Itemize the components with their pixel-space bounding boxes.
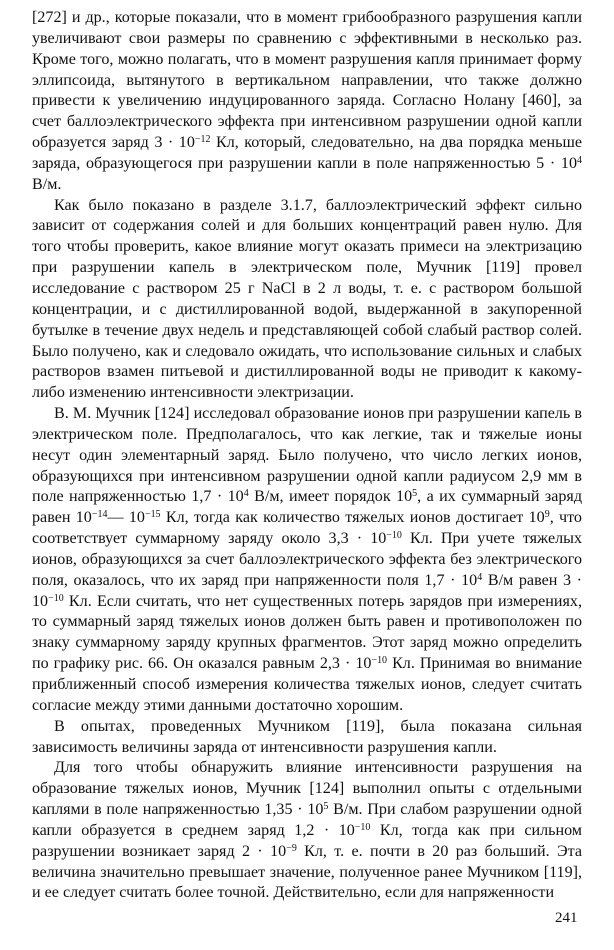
superscript-exponent: −10 <box>371 655 388 667</box>
paragraph <box>32 404 582 717</box>
text-run: В опытах, проведенных Мучником [119], была показана сильная зависимость величины заряда от интенсивности разрушения капли. <box>32 717 582 756</box>
text-run: Кл. Принимая во внимание приближенный способ измерения количества тяжелых ионов, следует считать согласие между этими данными достаточно хорошим. <box>32 655 582 714</box>
body-text <box>32 8 582 904</box>
paragraph <box>32 8 582 196</box>
page-number: 241 <box>555 910 578 926</box>
text-run: [272] и др., которые показали, что в момент грибообразного разрушения капли увеличивают свои размеры по сравнению с эффективными в несколько раз. Кроме того, можно полагать, что в момент разрушения капля принимает форму эллипсоида, вытянутого в вертикальном направлении, что также должно привести к увеличению индуцированного заряда. Согласно Нолану [460], за счет баллоэлектрического эффекта при интенсивном разрушении одной капли образуется заряд 3 · 10 <box>32 9 582 152</box>
text-run: , что соответствует суммарному заряду около 3,3 · 10 <box>32 509 582 548</box>
paragraph <box>32 717 582 759</box>
paragraph <box>32 196 582 404</box>
text-run: В/м. При слабом разрушении одной капли образуется в среднем заряд 1,2 · 10 <box>32 801 583 839</box>
superscript-exponent: 4 <box>243 488 249 500</box>
paragraph <box>32 758 582 904</box>
superscript-exponent: −14 <box>91 509 108 521</box>
text-run: Кл, тогда как количество тяжелых ионов достигает 10 <box>160 509 545 527</box>
text-run: Для того чтобы обнаружить влияние интенсивности разрушения на образование тяжелых ионов, Мучник [124] выполнил опыты с отдельными каплями в поле напряженностью 1,35 · 10 <box>32 759 582 819</box>
superscript-exponent: 4 <box>477 571 483 583</box>
text-run: В/м, имеет порядок 10 <box>248 488 413 506</box>
superscript-exponent: −10 <box>386 530 402 542</box>
superscript-exponent: 9 <box>544 509 550 521</box>
text-run: Кл. При учете тяжелых ионов, образующихся за счет баллоэлектрического эффекта без электрического поля, оказалось, что их заряд при напряженности поля 1,7 · 10 <box>32 530 582 589</box>
text-run: Кл. Если считать, что нет существенных потерь зарядов при измерениях, то суммарный заряд тяжелых ионов должен быть равен и противоположен по знаку суммарному заряду крупных фрагментов. Этот заряд можно определить по графику рис. 66. Он оказался равным 2,3 · 10 <box>32 592 582 673</box>
text-run: , а их суммарный заряд равен 10 <box>32 488 583 527</box>
superscript-exponent: 5 <box>412 488 418 500</box>
text-run: Как было показано в разделе 3.1.7, баллоэлектрический эффект сильно зависит от содержания солей и для больших концентраций равен нулю. Для того чтобы проверить, какое влияние могут оказать примеси на электризацию при разрушении капель в электрическом поле, Мучник [119] провел исследование с раствором 25 г NaCl в 2 л воды, т. е. с раствором большой концентрации, и с дистиллированной водой, выдержанной в закупоренной бутылке в течение двух недель и представляющей собой слабый раствор солей. Было получено, как и следовало ожидать, что использование сильных и слабых растворов взамен питьевой и дистиллированной воды не приводит к какому-либо изменению интенсивности электризации. <box>32 196 582 402</box>
text-run: — 10 <box>107 509 145 527</box>
text-run: Кл, тогда как при сильном разрушении возникает заряд 2 · 10 <box>32 821 582 860</box>
text-run: Кл, который, следовательно, на два порядка меньше заряда, образующегося при разрушении капли в поле напряженностью 5 · 10 <box>32 134 582 172</box>
superscript-exponent: −10 <box>354 821 371 833</box>
superscript-exponent: −15 <box>144 509 161 521</box>
text-run: Кл, т. е. почти в 20 раз больший. Эта величина значительно превышает значение, полученное ранее Мучником [119], и ее следует считать более точной. Действительно, если для напряженности <box>32 842 582 902</box>
superscript-exponent: −9 <box>286 842 297 854</box>
superscript-exponent: −12 <box>194 134 211 146</box>
superscript-exponent: 4 <box>577 154 582 166</box>
text-run: В/м равен 3 · 10 <box>32 571 582 610</box>
text-run: В. М. Мучник [124] исследовал образование ионов при разрушении капель в электрическом поле. Предполагалось, что как легкие, так и тяжелые ионы несут один элементарный заряд. Было получено, что число легких ионов, образующихся при интенсивном разрушении одной капли радиусом 2,9 мм в поле напряженностью 1,7 · 10 <box>32 405 582 506</box>
superscript-exponent: −10 <box>48 592 64 604</box>
superscript-exponent: 5 <box>323 801 329 813</box>
text-run: В/м. <box>32 175 62 193</box>
